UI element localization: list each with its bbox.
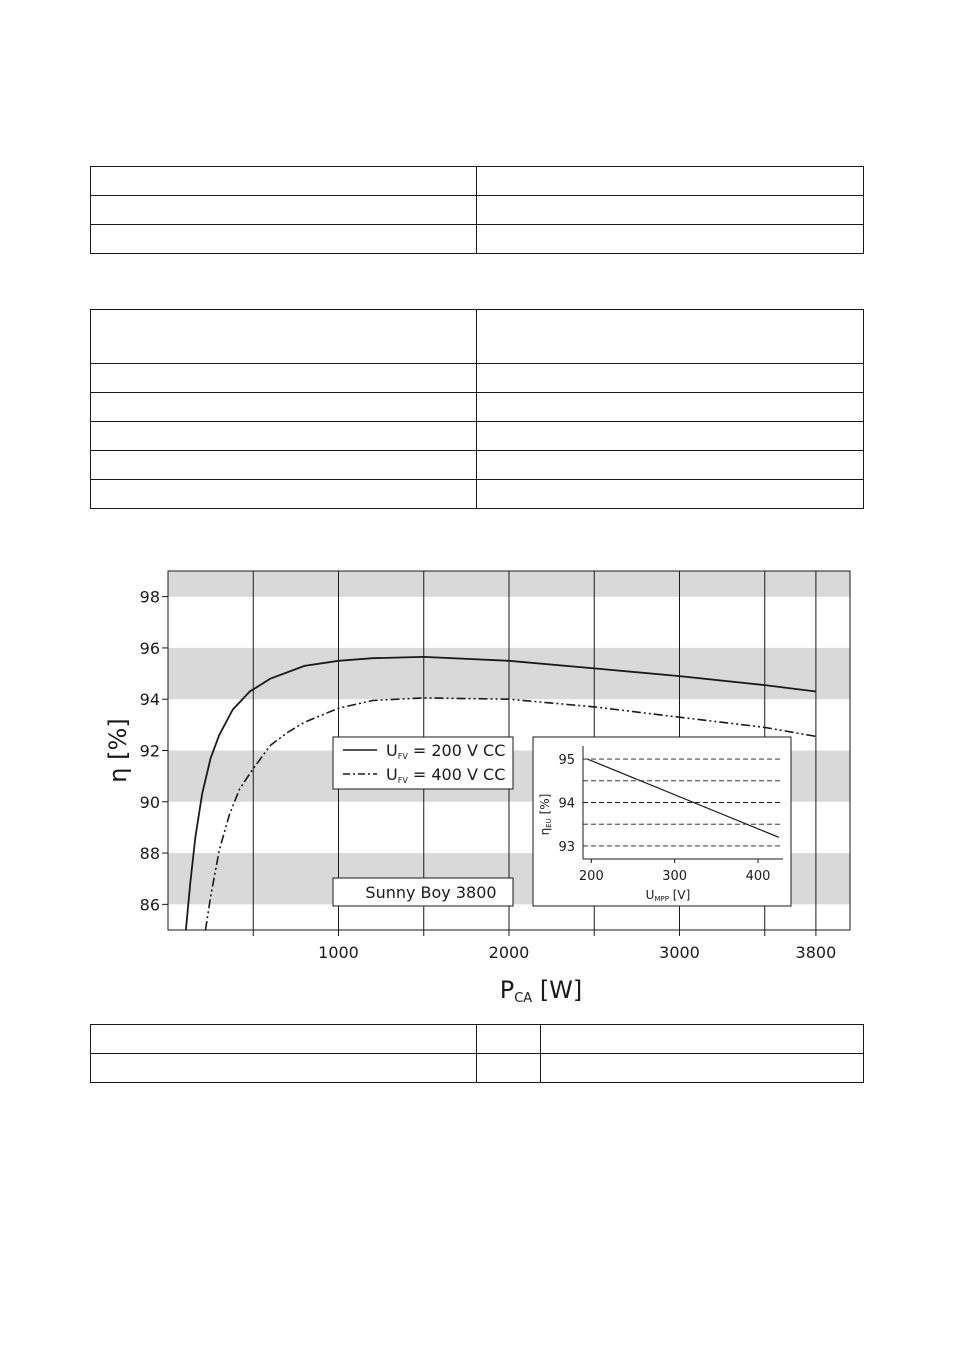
- inset-y-axis-label: ηEU [%]: [538, 793, 553, 836]
- y-axis-label: η [%]: [104, 718, 132, 783]
- y-tick-label: 86: [139, 895, 160, 915]
- x-tick-label: 1000: [318, 943, 359, 962]
- inset-x-tick-label: 400: [745, 869, 771, 884]
- inset-x-axis-label: UMPP [V]: [645, 888, 691, 903]
- y-tick-label: 98: [139, 587, 160, 607]
- y-tick-label: 90: [139, 792, 160, 812]
- legend: [333, 737, 513, 789]
- inset-chart: [533, 737, 791, 906]
- model-label-group: [333, 878, 513, 906]
- y-tick-label: 88: [139, 844, 160, 864]
- x-tick-label: 3000: [659, 943, 700, 962]
- inset-y-tick-label: 93: [558, 839, 575, 855]
- inset-y-tick-label: 95: [558, 753, 575, 769]
- y-tick-label: 92: [139, 741, 160, 761]
- inset-y-tick-label: 94: [558, 796, 575, 812]
- x-tick-label: 3800: [795, 943, 837, 962]
- x-axis-label: PCA [W]: [499, 976, 583, 1006]
- model-label: Sunny Boy 3800: [365, 883, 497, 902]
- legend-label: UFV = 400 V CC: [386, 765, 506, 785]
- inset-x-tick-label: 300: [662, 869, 688, 884]
- y-tick-label: 96: [139, 638, 160, 658]
- legend-label: UFV = 200 V CC: [386, 741, 506, 761]
- inset-x-tick-label: 200: [578, 869, 604, 884]
- x-tick-label: 2000: [488, 943, 530, 962]
- y-tick-label: 94: [139, 690, 160, 710]
